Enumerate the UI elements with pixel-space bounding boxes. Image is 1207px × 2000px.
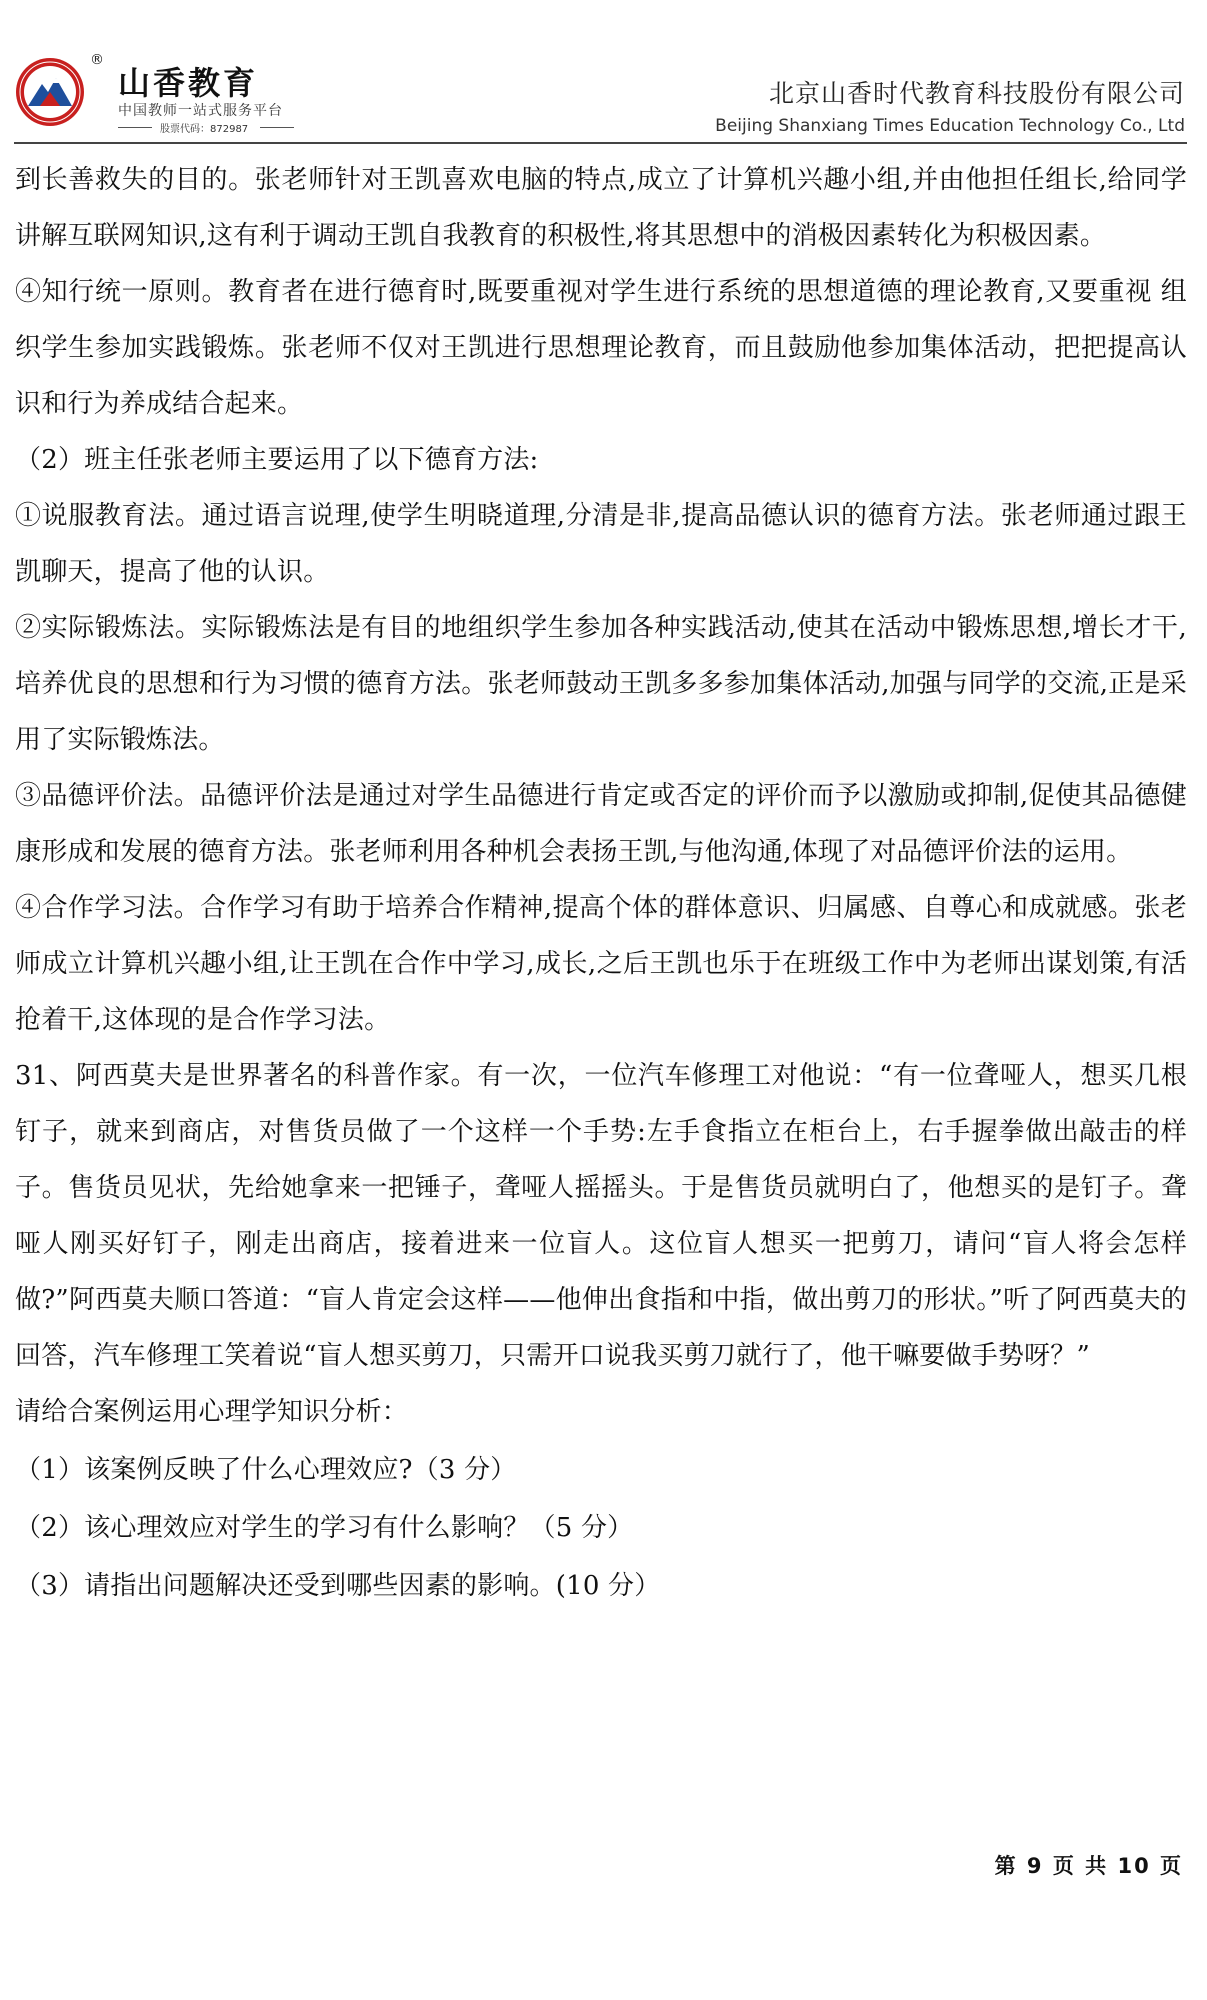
question-item: （3）请指出问题解决还受到哪些因素的影响。(10 分）	[15, 1571, 661, 1601]
brand-name: 山香教育	[118, 64, 259, 102]
page-number: 第 9 页 共 10 页	[994, 1854, 1183, 1878]
registered-mark: ®	[90, 52, 104, 68]
paragraph: 31、阿西莫夫是世界著名的科普作家。有一次，一位汽车修理工对他说：“有一位聋哑人，想买几根钉子，就来到商店，对售货员做了一个这样一个手势:左手食指立在柜台上，右手握拳做出敲击的样子。售货员见状，先给她拿来一把锤子，聋哑人摇摇头。于是售货员就明白了，他想买的是钉子。聋哑人刚买好钉子，刚走出商店，接着进来一位盲人。这位盲人想买一把剪刀，请问“盲人将会怎样做?”阿西莫夫顺口答道：“盲人肯定会这样——他伸出食指和中指，做出剪刀的形状。”听了阿西莫夫的回答，汽车修理工笑着说“盲人想买剪刀，只需开口说我买剪刀就行了，他干嘛要做手势呀？”	[15, 1061, 1187, 1371]
company-info	[715, 74, 1185, 136]
paragraph: 请给合案例运用心理学知识分析：	[15, 1397, 409, 1427]
paragraph: ④合作学习法。合作学习有助于培养合作精神,提高个体的群体意识、归属感、自尊心和成就感。张老师成立计算机兴趣小组,让王凯在合作中学习,成长,之后王凯也乐于在班级工作中为老师出谋划策,有活抢着干,这体现的是合作学习法。	[15, 893, 1187, 1035]
divider	[118, 127, 152, 128]
question-item: （2）该心理效应对学生的学习有什么影响？（5 分）	[15, 1513, 634, 1543]
paragraph: ②实际锻炼法。实际锻炼法是有目的地组织学生参加各种实践活动,使其在活动中锻炼思想,增长才干,培养优良的思想和行为习惯的德育方法。张老师鼓动王凯多多参加集体活动,加强与同学的交流,正是采用了实际锻炼法。	[15, 613, 1187, 755]
header-divider	[14, 142, 1187, 144]
company-name-en: Beijing Shanxiang Times Education Technology Co., Ltd	[715, 116, 1185, 136]
stock-code-row	[118, 120, 294, 134]
paragraph: 到长善救失的目的。张老师针对王凯喜欢电脑的特点,成立了计算机兴趣小组,并由他担任组长,给同学讲解互联网知识,这有利于调动王凯自我教育的积极性,将其思想中的消极因素转化为积极因素。	[15, 165, 1187, 251]
shanxiang-seal-icon	[14, 56, 86, 128]
page-header	[0, 0, 1207, 145]
paragraph: （2）班主任张老师主要运用了以下德育方法:	[15, 445, 539, 475]
paragraph: ③品德评价法。品德评价法是通过对学生品德进行肯定或否定的评价而予以激励或抑制,促使其品德健康形成和发展的德育方法。张老师利用各种机会表扬王凯,与他沟通,体现了对品德评价法的运用。	[15, 781, 1187, 867]
paragraph: ①说服教育法。通过语言说理,使学生明晓道理,分清是非,提高品德认识的德育方法。张老师通过跟王凯聊天，提高了他的认识。	[15, 501, 1187, 587]
brand-tagline: 中国教师一站式服务平台	[118, 103, 283, 119]
document-body	[15, 152, 1187, 1614]
company-name-cn: 北京山香时代教育科技股份有限公司	[768, 79, 1185, 108]
divider	[260, 127, 294, 128]
company-logo	[14, 52, 314, 136]
paragraph: ④知行统一原则。教育者在进行德育时,既要重视对学生进行系统的思想道德的理论教育,又要重视 组织学生参加实践锻炼。张老师不仅对王凯进行思想理论教育，而且鼓励他参加集体活动，把把提高认识和行为养成结合起来。	[15, 277, 1187, 419]
stock-code: 股票代码：872987	[160, 124, 249, 135]
question-item: （1）该案例反映了什么心理效应?（3 分）	[15, 1455, 517, 1485]
